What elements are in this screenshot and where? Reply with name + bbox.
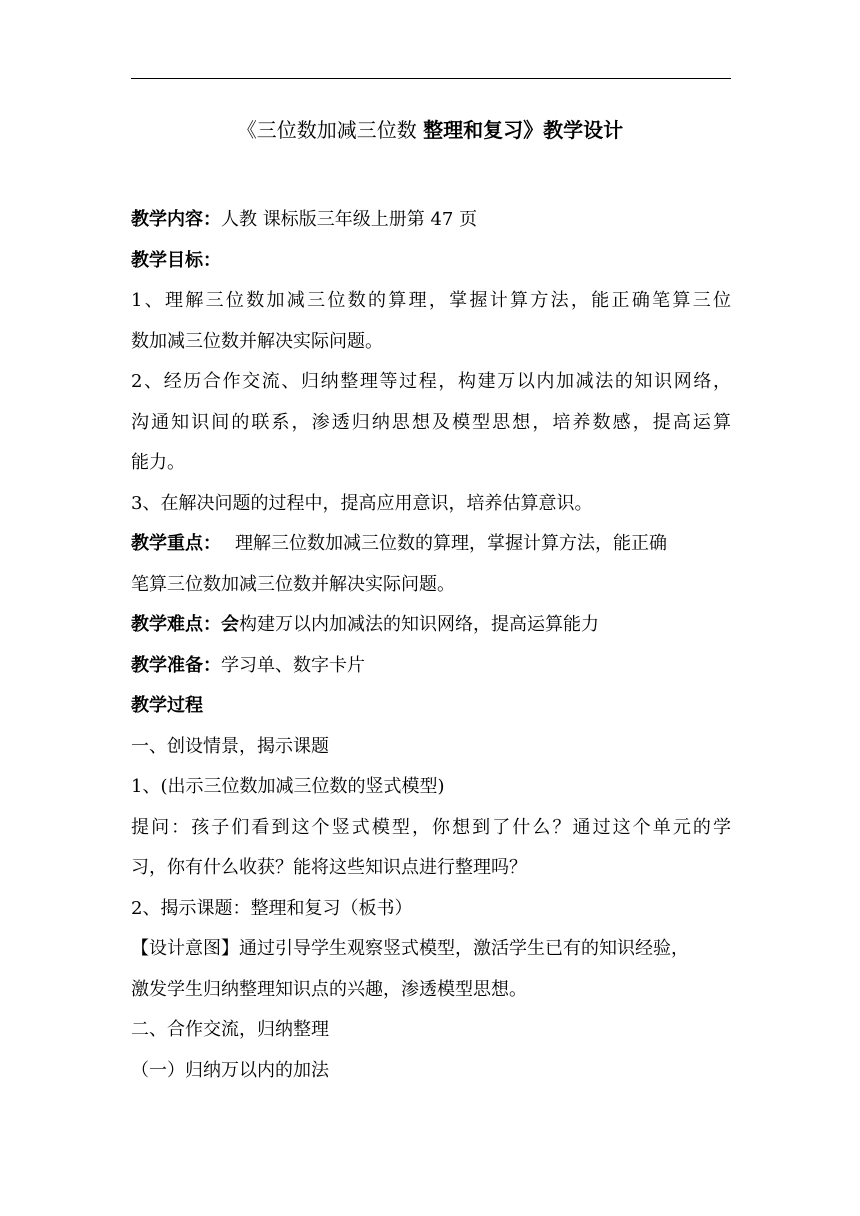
intent-line1: [131, 930, 731, 971]
goal2-line3: 能力。: [131, 452, 185, 473]
intent-text1: 通过引导学生观察竖式模型，激活学生已有的知识经验，: [239, 938, 689, 959]
difficulty-line: [131, 606, 731, 647]
content-text: 人教 课标版三年级上册第 47 页: [221, 209, 478, 230]
prep-label: 教学准备：: [131, 654, 221, 676]
intent-line2: 激发学生归纳整理知识点的兴趣，渗透模型思想。: [131, 978, 527, 1000]
section2-sub1: （一）归纳万以内的加法: [131, 1059, 329, 1081]
goals-label: 教学目标：: [131, 249, 221, 271]
question-line2: 习，你有什么收获？能将这些知识点进行整理吗？: [131, 857, 527, 878]
prep-line: [131, 647, 731, 688]
goal1-line1: 1、理解三位数加减三位数的算理，掌握计算方法，能正确笔算三位: [131, 290, 731, 311]
key-line1: [131, 525, 731, 566]
key-line2: 笔算三位数加减三位数并解决实际问题。: [131, 573, 455, 595]
prep-text: 学习单、数字卡片: [221, 654, 365, 676]
key-text1: 理解三位数加减三位数的算理，掌握计算方法，能正确: [235, 533, 667, 554]
process-label: 教学过程: [131, 695, 203, 716]
question-line1: 提问：孩子们看到这个竖式模型，你想到了什么？通过这个单元的学: [131, 816, 731, 838]
intent-label: 【设计意图】: [131, 938, 239, 959]
goal1-line2: 数加减三位数并解决实际问题。: [131, 330, 383, 352]
document-body: [131, 201, 731, 1092]
section2-heading: 二、合作交流，归纳整理: [131, 1019, 329, 1040]
content-line: [131, 201, 731, 242]
goal2-line2: 沟通知识间的联系，渗透归纳思想及模型思想，培养数感，提高运算: [131, 411, 731, 433]
header-rule: [131, 78, 731, 79]
section1-heading: 一、创设情景，揭示课题: [131, 735, 329, 757]
content-label: 教学内容：: [131, 209, 221, 230]
goal3-line: 3、在解决问题的过程中，提高应用意识，培养估算意识。: [131, 492, 593, 514]
section1-item2: 2、揭示课题：整理和复习（板书）: [131, 897, 413, 919]
key-label: 教学重点：: [131, 533, 221, 554]
document-title: [0, 115, 860, 145]
title-part2: 整理和复习》教学设计: [423, 118, 624, 142]
goal2-line1: 2、经历合作交流、归纳整理等过程，构建万以内加减法的知识网络，: [131, 371, 731, 392]
difficulty-text: 构建万以内加减法的知识网络，提高运算能力: [239, 614, 599, 635]
difficulty-label: 教学难点：会: [131, 614, 239, 635]
title-part1: 《三位数加减三位数: [236, 118, 424, 142]
section1-item1: 1、(出示三位数加减三位数的竖式模型): [131, 776, 445, 797]
